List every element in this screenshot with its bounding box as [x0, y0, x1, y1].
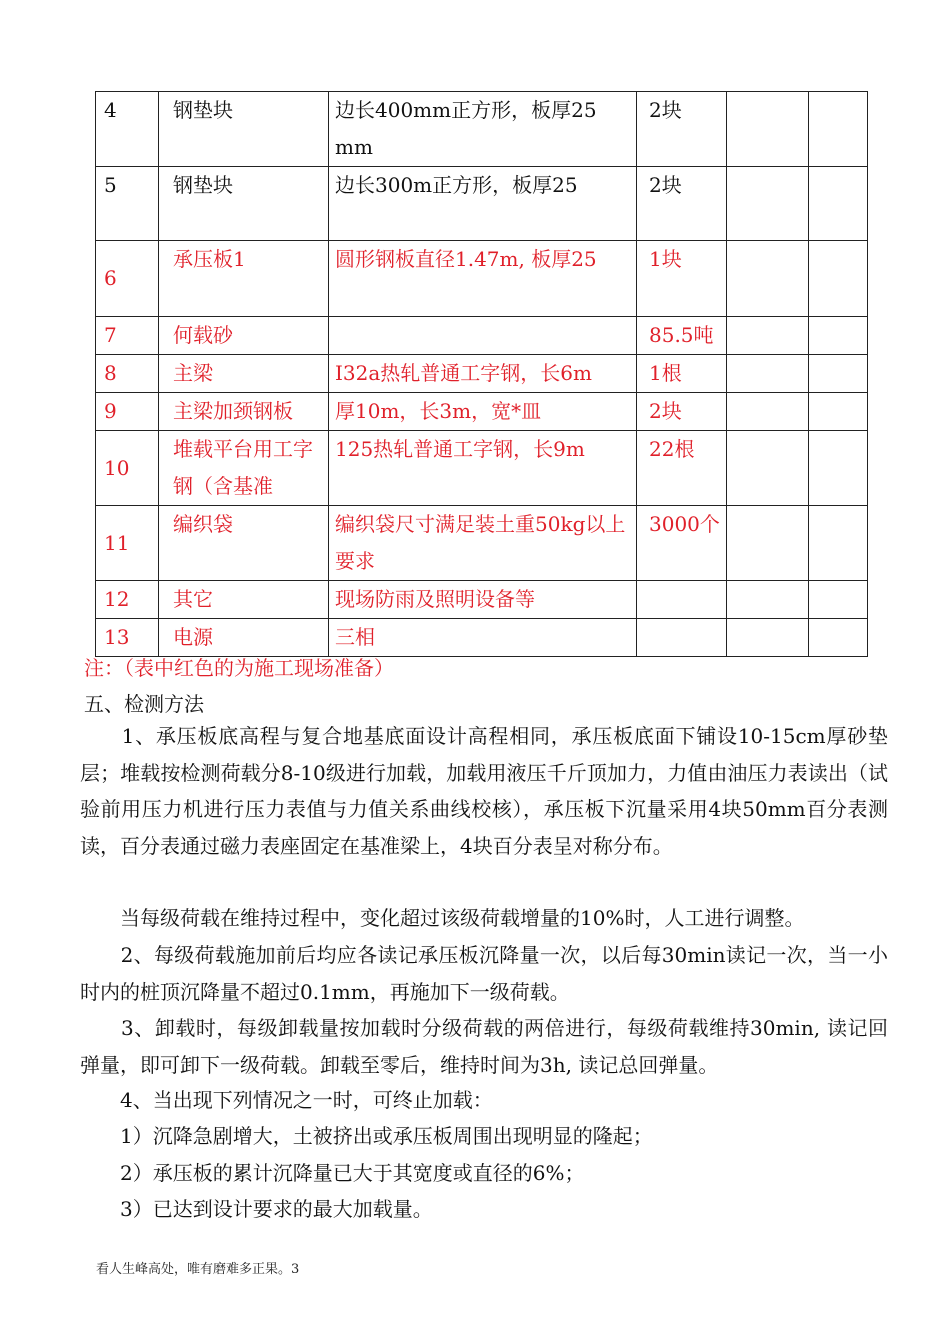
table-row — [96, 92, 868, 167]
paragraph: 当每级荷载在维持过程中，变化超过该级荷载增量的10%时，人工进行调整。 — [80, 906, 805, 930]
item-quantity: 2块 — [637, 393, 727, 431]
row-number: 13 — [96, 619, 159, 657]
row-number: 8 — [96, 355, 159, 393]
empty-cell — [727, 92, 809, 167]
item-name: 电源 — [159, 619, 329, 657]
empty-cell — [809, 92, 868, 167]
empty-cell — [809, 581, 868, 619]
table-row — [96, 241, 868, 317]
empty-cell — [809, 506, 868, 581]
item-quantity: 3000个 — [637, 506, 727, 581]
table-row — [96, 355, 868, 393]
item-spec: 编织袋尺寸满足装土重50kg以上要求 — [329, 506, 637, 581]
item-spec: 边长300m正方形，板厚25 — [329, 167, 637, 241]
table-row — [96, 581, 868, 619]
empty-cell — [727, 355, 809, 393]
row-number: 12 — [96, 581, 159, 619]
empty-cell — [809, 431, 868, 506]
row-number: 10 — [96, 431, 159, 506]
row-number: 9 — [96, 393, 159, 431]
equipment-table — [95, 91, 868, 657]
empty-cell — [727, 167, 809, 241]
item-spec: 三相 — [329, 619, 637, 657]
empty-cell — [727, 506, 809, 581]
row-number: 5 — [96, 167, 159, 241]
empty-cell — [727, 317, 809, 355]
row-number: 4 — [96, 92, 159, 167]
table-note: 注：（表中红色的为施工现场准备） — [84, 656, 394, 680]
table-row — [96, 167, 868, 241]
table-row — [96, 317, 868, 355]
item-quantity: 2块 — [637, 92, 727, 167]
page-footer: 看人生峰高处，唯有磨难多正果。3 — [96, 1262, 300, 1277]
item-spec: I32a热轧普通工字钢，长6m — [329, 355, 637, 393]
row-number: 7 — [96, 317, 159, 355]
empty-cell — [727, 431, 809, 506]
empty-cell — [727, 619, 809, 657]
item-name: 钢垫块 — [159, 167, 329, 241]
empty-cell — [809, 241, 868, 317]
item-name: 其它 — [159, 581, 329, 619]
table-row — [96, 619, 868, 657]
empty-cell — [727, 393, 809, 431]
row-number: 11 — [96, 506, 159, 581]
item-name: 主梁加颈钢板 — [159, 393, 329, 431]
item-name: 钢垫块 — [159, 92, 329, 167]
item-quantity — [637, 619, 727, 657]
empty-cell — [727, 581, 809, 619]
item-spec: 现场防雨及照明设备等 — [329, 581, 637, 619]
item-spec: 圆形钢板直径1.47m, 板厚25 — [329, 241, 637, 317]
table-row — [96, 506, 868, 581]
item-quantity: 22根 — [637, 431, 727, 506]
item-name: 堆载平台用工字钢（含基准 — [159, 431, 329, 506]
empty-cell — [809, 167, 868, 241]
item-spec: 边长400mm正方形，板厚25 mm — [329, 92, 637, 167]
paragraph: 1、承压板底高程与复合地基底面设计高程相同，承压板底面下铺设10-15cm厚砂垫层；堆载按检测荷载分8-10级进行加载，加载用液压千斤顶加力，力值由油压力表读出（试验前用压力机进行压力表值与力值关系曲线校核），承压板下沉量采用4块50mm百分表测读，百分表通过磁力表座固定在基准梁上，4块百分表呈对称分布。 — [80, 724, 888, 858]
item-spec — [329, 317, 637, 355]
item-quantity: 85.5吨 — [637, 317, 727, 355]
empty-cell — [727, 241, 809, 317]
row-number: 6 — [96, 241, 159, 317]
item-quantity: 2块 — [637, 167, 727, 241]
item-quantity: 1根 — [637, 355, 727, 393]
item-spec: 125热轧普通工字钢，长9m — [329, 431, 637, 506]
table-row — [96, 431, 868, 506]
item-spec: 厚10m，长3m，宽*皿 — [329, 393, 637, 431]
paragraph: 4、当出现下列情况之一时，可终止加载： — [80, 1088, 493, 1112]
paragraph: 3、卸载时，每级卸载量按加载时分级荷载的两倍进行，每级荷载维持30min, 读记回弹量，即可卸下一级荷载。卸载至零后，维持时间为3h, 读记总回弹量。 — [80, 1016, 888, 1077]
empty-cell — [809, 317, 868, 355]
item-name: 承压板1 — [159, 241, 329, 317]
item-quantity: 1块 — [637, 241, 727, 317]
table-row — [96, 393, 868, 431]
paragraph: 2）承压板的累计沉降量已大于其宽度或直径的6%； — [80, 1161, 585, 1185]
item-name: 编织袋 — [159, 506, 329, 581]
paragraph: 3）已达到设计要求的最大加载量。 — [80, 1197, 433, 1221]
section-title: 五、检测方法 — [84, 692, 204, 716]
item-name: 主梁 — [159, 355, 329, 393]
item-name: 何载砂 — [159, 317, 329, 355]
paragraph: 1）沉降急剧增大，土被挤出或承压板周围出现明显的隆起； — [80, 1124, 653, 1148]
empty-cell — [809, 393, 868, 431]
paragraph: 2、每级荷载施加前后均应各读记承压板沉降量一次，以后每30min读记一次，当一小时内的桩顶沉降量不超过0.1mm，再施加下一级荷载。 — [80, 943, 888, 1004]
empty-cell — [809, 355, 868, 393]
empty-cell — [809, 619, 868, 657]
item-quantity — [637, 581, 727, 619]
